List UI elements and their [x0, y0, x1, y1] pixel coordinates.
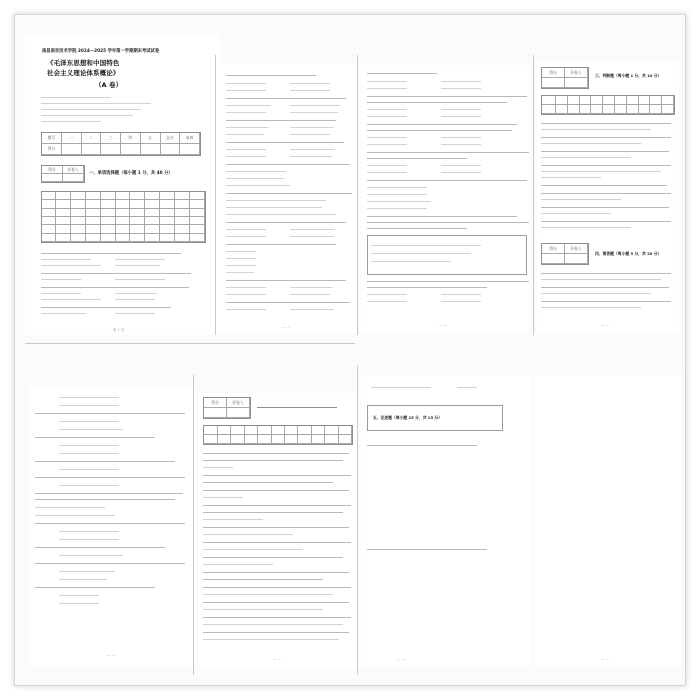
grader-label: 评卷人 [565, 68, 588, 78]
page-sheet-2: — — [220, 63, 356, 333]
grader-cell[interactable] [542, 254, 565, 264]
grader-cell[interactable] [565, 254, 588, 264]
score-header-cell: 三 [101, 133, 121, 144]
grader-label: 得分 [42, 166, 63, 174]
score-header-cell: 一 [62, 133, 82, 144]
grader-box [203, 397, 251, 419]
exam-title-line2: 社会主义理论体系概论》 [47, 69, 120, 77]
answer-box[interactable] [367, 235, 527, 275]
page-number: 第 1 页 [113, 328, 125, 332]
score-cell[interactable] [101, 144, 121, 155]
score-header-cell: 五 [141, 133, 161, 144]
grader-label: 评卷人 [63, 166, 84, 174]
page-sheet-6: 得分 评卷人 — — [199, 393, 357, 669]
score-header-cell: 二 [82, 133, 102, 144]
score-cell[interactable] [62, 144, 82, 155]
score-cell[interactable] [141, 144, 161, 155]
grader-cell[interactable] [204, 408, 227, 418]
score-header-cell: 复核 [180, 133, 200, 144]
grader-box [541, 243, 589, 265]
page-sheet-5: — — [29, 387, 195, 667]
page-sheet-1 [25, 35, 220, 335]
page-sheet-3: — — [361, 65, 529, 333]
grader-label: 得分 [542, 68, 565, 78]
exam-title-line3: （A 卷） [95, 81, 123, 89]
grader-cell[interactable] [227, 408, 250, 418]
exam-title-line1: 《毛泽东思想和中国特色 [47, 59, 120, 67]
score-cell[interactable] [180, 144, 200, 155]
score-header-cell: 总分 [161, 133, 181, 144]
grader-label: 得分 [204, 398, 227, 408]
score-cell[interactable] [161, 144, 181, 155]
grader-box [41, 165, 85, 183]
grader-label: 评卷人 [227, 398, 250, 408]
grader-cell[interactable] [42, 174, 63, 182]
multi-answer-grid [203, 425, 353, 445]
section5-heading: 五、论述题（每小题 15 分，共 15 分） [373, 415, 443, 420]
page-sheet-8: — — [535, 375, 681, 667]
judge-answer-grid [541, 95, 675, 115]
section3-heading: 三、判断题（每小题 1 分，共 10 分） [595, 73, 662, 78]
grader-cell[interactable] [565, 78, 588, 88]
score-row-label: 得分 [42, 144, 62, 155]
answer-grid [41, 191, 206, 243]
page-sheet-4: 得分 评卷人 三、判断题（每小题 1 分，共 10 分） 得分 评卷人 四、简答题（每小题 5 分，共 20 分） — — [537, 61, 679, 333]
score-header-cell: 题号 [42, 133, 62, 144]
page-sheet-7: 五、论述题（每小题 15 分，共 15 分） — — [361, 375, 531, 667]
section4-heading: 四、简答题（每小题 5 分，共 20 分） [595, 251, 662, 256]
grader-label: 评卷人 [565, 244, 588, 254]
school-header: 南昌南京技术学院 2024—2025 学年第一学期期末考试试卷 [42, 49, 160, 54]
grader-box [541, 67, 589, 89]
grader-cell[interactable] [542, 78, 565, 88]
grader-label: 得分 [542, 244, 565, 254]
score-cell[interactable] [82, 144, 102, 155]
score-cell[interactable] [121, 144, 141, 155]
score-table [41, 132, 201, 156]
section1-heading: 一、单项选择题（每小题 1 分，共 40 分） [89, 171, 173, 176]
document-viewer [14, 14, 686, 686]
score-header-cell: 四 [121, 133, 141, 144]
grader-cell[interactable] [63, 174, 84, 182]
